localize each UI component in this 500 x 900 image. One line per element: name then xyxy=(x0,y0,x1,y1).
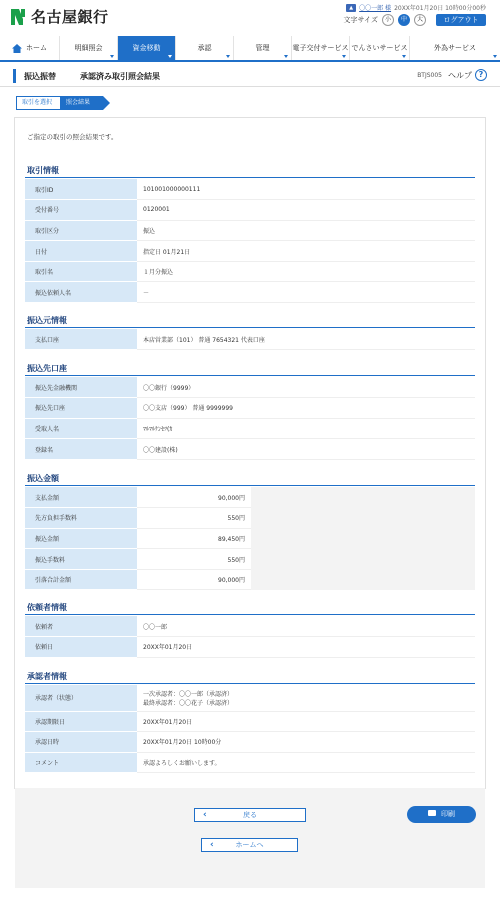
page-title: 承認済み取引照会結果 xyxy=(80,72,160,81)
nav-statements[interactable] xyxy=(60,36,118,60)
font-size-medium-button[interactable]: 中 xyxy=(398,14,410,26)
step-indicator xyxy=(16,96,110,110)
row-label: 支払口座 xyxy=(25,329,137,350)
bank-logo[interactable] xyxy=(10,6,109,27)
table-row xyxy=(25,685,475,711)
font-size-small-button[interactable]: 小 xyxy=(382,14,394,26)
row-label: 受取人名 xyxy=(25,418,137,439)
section-divider xyxy=(25,683,475,684)
chevron-down-icon xyxy=(226,55,230,58)
bank-logo-mark-icon xyxy=(10,7,26,27)
chevron-down-icon xyxy=(168,55,172,58)
home-button[interactable] xyxy=(201,838,298,852)
nav-forex[interactable] xyxy=(410,36,500,60)
help-icon: ? xyxy=(475,69,487,81)
nav-fund-transfer[interactable] xyxy=(118,36,176,60)
row-value: 20XX年01月20日 10時00分 xyxy=(137,732,475,753)
row-label: 支払金額 xyxy=(25,487,137,508)
bank-name: 名古屋銀行 xyxy=(31,8,109,26)
section-divider xyxy=(25,485,475,486)
row-label: 日付 xyxy=(25,241,137,262)
source-table xyxy=(25,329,475,350)
header xyxy=(0,0,500,36)
row-label: 依頼者 xyxy=(25,616,137,637)
table-row xyxy=(25,179,475,200)
section-title-source: 振込元情報 xyxy=(27,316,67,325)
row-value: 89,450円 xyxy=(137,528,251,549)
page-title-bar xyxy=(0,65,500,87)
printer-icon xyxy=(428,810,436,816)
table-row xyxy=(25,569,475,590)
row-label: 受付番号 xyxy=(25,200,137,221)
row-label: コメント xyxy=(25,752,137,773)
section-divider xyxy=(25,375,475,376)
title-accent-bar xyxy=(13,69,16,83)
section-title-amount: 振込金額 xyxy=(27,474,59,483)
screen-id: BTJS005 xyxy=(417,72,442,79)
home-icon xyxy=(12,44,22,53)
nav-home[interactable] xyxy=(0,36,60,60)
intro-text: ご指定の取引の照会結果です。 xyxy=(27,133,118,141)
font-size-large-button[interactable]: 大 xyxy=(414,14,426,26)
table-row xyxy=(25,418,475,439)
row-value: 20XX年01月20日 xyxy=(137,637,475,658)
requester-table xyxy=(25,616,475,658)
step-arrow xyxy=(103,96,110,110)
section-title-transaction: 取引情報 xyxy=(27,166,59,175)
nav-e-delivery[interactable] xyxy=(292,36,350,60)
table-row xyxy=(25,616,475,637)
row-label: 承認者（状態） xyxy=(25,685,137,711)
nav-forex-label: 外為サービス xyxy=(434,44,476,52)
row-label: 取引名 xyxy=(25,261,137,282)
row-label: 依頼日 xyxy=(25,637,137,658)
global-nav xyxy=(0,36,500,62)
table-row xyxy=(25,711,475,732)
print-button[interactable] xyxy=(407,806,476,823)
row-label: 振込先金融機関 xyxy=(25,377,137,398)
row-value: 20XX年01月20日 xyxy=(137,711,475,732)
table-row xyxy=(25,261,475,282)
back-button[interactable] xyxy=(194,808,306,822)
row-label: 振込金額 xyxy=(25,528,137,549)
row-label: 引落合計金額 xyxy=(25,569,137,590)
row-label: 振込手数料 xyxy=(25,549,137,570)
login-datetime: 20XX年01月20日 10時00分00秒 xyxy=(394,5,486,12)
row-value: 90,000円 xyxy=(137,487,251,508)
row-label: 登録名 xyxy=(25,439,137,460)
table-row xyxy=(25,439,475,460)
nav-fund-transfer-label: 資金移動 xyxy=(132,44,161,52)
row-label: 承認期限日 xyxy=(25,711,137,732)
section-divider xyxy=(25,327,475,328)
nav-approval[interactable] xyxy=(176,36,234,60)
chevron-left-icon: ‹ xyxy=(203,810,207,820)
row-value: ﾏﾙﾏﾙｹﾝｾﾂ(ｶ xyxy=(137,418,475,439)
row-value: － xyxy=(137,282,475,303)
back-button-label: 戻る xyxy=(243,811,257,819)
help-label: ヘルプ xyxy=(448,70,472,80)
row-value: 0120001 xyxy=(137,200,475,221)
chevron-down-icon xyxy=(402,55,406,58)
chevron-down-icon xyxy=(284,55,288,58)
home-button-label: ホームへ xyxy=(235,841,264,849)
row-label: 先方負担手数料 xyxy=(25,508,137,529)
font-size-label: 文字サイズ xyxy=(343,16,378,24)
row-value: １月分振込 xyxy=(137,261,475,282)
section-title-requester: 依頼者情報 xyxy=(27,603,67,612)
page-category: 振込振替 xyxy=(24,72,56,81)
first-approver: 一次承認者：〇〇一郎（承認済） xyxy=(143,690,234,698)
table-row xyxy=(25,377,475,398)
row-label: 振込依頼人名 xyxy=(25,282,137,303)
user-info xyxy=(346,3,486,12)
row-value: 振込 xyxy=(137,220,475,241)
table-row xyxy=(25,752,475,773)
row-label: 承認日時 xyxy=(25,732,137,753)
table-row xyxy=(25,508,475,529)
row-value: 〇〇一郎 xyxy=(137,616,475,637)
chevron-down-icon xyxy=(110,55,114,58)
nav-statements-label: 明細照会 xyxy=(74,44,103,52)
row-label: 取引ID xyxy=(25,179,137,200)
row-value: 承認よろしくお願いします。 xyxy=(137,752,475,773)
step-select-transaction: 取引を選択 xyxy=(16,96,61,110)
nav-densai[interactable] xyxy=(350,36,410,60)
row-value: 〇〇銀行（9999） xyxy=(137,377,475,398)
table-row xyxy=(25,220,475,241)
row-value: 101001000000111 xyxy=(137,179,475,200)
nav-densai-label: でんさいサービス xyxy=(351,44,408,52)
amount-table xyxy=(25,487,475,590)
step-inquiry-result: 照会結果 xyxy=(61,96,103,110)
font-size-control xyxy=(344,14,486,26)
table-row xyxy=(25,549,475,570)
user-icon: ▲ xyxy=(346,4,356,12)
row-label: 取引区分 xyxy=(25,220,137,241)
table-row xyxy=(25,329,475,350)
row-value: 〇〇支店（999） 普通 9999999 xyxy=(137,398,475,419)
table-row xyxy=(25,241,475,262)
table-row xyxy=(25,732,475,753)
table-row xyxy=(25,528,475,549)
row-value: 90,000円 xyxy=(137,569,251,590)
section-divider xyxy=(25,177,475,178)
row-value: 本店営業部（101） 普通 7654321 代表口座 xyxy=(137,329,475,350)
chevron-down-icon xyxy=(493,55,497,58)
row-value xyxy=(137,685,475,711)
table-row xyxy=(25,637,475,658)
content-panel xyxy=(14,117,486,789)
nav-management[interactable] xyxy=(234,36,292,60)
table-row xyxy=(25,282,475,303)
print-button-label: 印刷 xyxy=(441,810,455,818)
nav-approval-label: 承認 xyxy=(197,44,212,52)
nav-management-label: 管理 xyxy=(255,44,270,52)
section-divider xyxy=(25,614,475,615)
row-value: 550円 xyxy=(137,549,251,570)
chevron-left-icon: ‹ xyxy=(210,840,214,850)
logout-button[interactable]: ログアウト xyxy=(436,14,486,26)
table-row xyxy=(25,398,475,419)
row-value: 指定日 01月21日 xyxy=(137,241,475,262)
chevron-down-icon xyxy=(342,55,346,58)
destination-table xyxy=(25,377,475,460)
transaction-table xyxy=(25,179,475,303)
final-approver: 最終承認者：〇〇花子（承認済） xyxy=(143,699,234,707)
table-row xyxy=(25,200,475,221)
section-title-approver: 承認者情報 xyxy=(27,672,67,681)
section-title-destination: 振込先口座 xyxy=(27,364,67,373)
row-value: 〇〇建設(株) xyxy=(137,439,475,460)
row-value: 550円 xyxy=(137,508,251,529)
user-name[interactable]: 〇〇一郎 様 xyxy=(359,5,392,12)
help-link[interactable] xyxy=(448,69,487,81)
approver-table xyxy=(25,685,475,773)
table-row xyxy=(25,487,475,508)
nav-e-delivery-label: 電子交付サービス xyxy=(292,44,349,52)
row-label: 振込先口座 xyxy=(25,398,137,419)
nav-home-label: ホーム xyxy=(26,44,47,52)
